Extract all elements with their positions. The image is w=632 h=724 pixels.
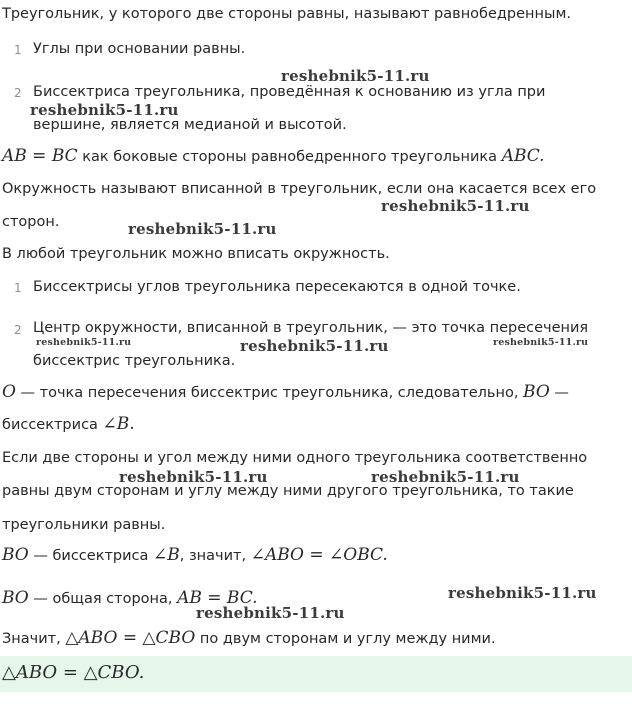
math-o: O (2, 382, 16, 402)
step-2-line1 (2, 382, 569, 402)
step-5-text1: Значит, (2, 631, 66, 647)
answer-box (0, 656, 632, 692)
step-1-text: как боковые стороны равнобедренного треугольника (77, 149, 502, 165)
property-base-angles: Углы при основании равны. (33, 41, 246, 57)
theorem-line1: Если две стороны и угол между ними одного треугольника соответственно (2, 450, 588, 466)
property-incenter-line1: Центр окружности, вписанной в треугольник, — это точка пересечения (33, 320, 589, 336)
watermark: reshebnik5-11.ru (281, 67, 430, 85)
watermark: reshebnik5-11.ru (371, 468, 520, 486)
watermark: reshebnik5-11.ru (36, 337, 132, 348)
answer-text: △ABO = △CBO. (2, 662, 145, 683)
definition-inscribed-line2: сторон. (2, 214, 60, 230)
watermark: reshebnik5-11.ru (119, 468, 268, 486)
step-2-text: — точка пересечения биссектрис треугольника, следовательно, (15, 385, 524, 401)
inscribed-statement: В любой треугольник можно вписать окружность. (2, 246, 390, 262)
list-number: 2 (14, 86, 22, 100)
step-3-text: — биссектриса (28, 548, 153, 564)
list-number: 1 (14, 281, 22, 295)
step-2-dash: — (549, 385, 569, 401)
watermark: reshebnik5-11.ru (128, 220, 277, 238)
watermark: reshebnik5-11.ru (493, 337, 589, 348)
theorem-line2: равны двум сторонам и углу между ними другого треугольника, то такие (2, 483, 574, 499)
step-2-line2-text: биссектриса (2, 417, 103, 433)
property-bisector-line1: Биссектриса треугольника, проведённая к основанию из угла при (33, 84, 546, 100)
math-bo: BO (2, 545, 29, 565)
math-angle-b: ∠B. (102, 414, 135, 434)
theorem-line3: треугольники равны. (2, 517, 166, 533)
step-2-line2 (2, 414, 135, 434)
watermark: reshebnik5-11.ru (381, 197, 530, 215)
step-1 (2, 146, 545, 166)
watermark: reshebnik5-11.ru (30, 101, 179, 119)
property-incenter-line2: биссектрис треугольника. (33, 353, 236, 369)
watermark: reshebnik5-11.ru (448, 584, 597, 602)
math-ab-eq-bc: AB = BC (2, 146, 78, 166)
step-3 (2, 545, 388, 565)
watermark: reshebnik5-11.ru (240, 337, 389, 355)
list-number: 2 (14, 323, 22, 337)
math-angle-b: ∠B (153, 545, 180, 565)
step-3-text2: , значит, (179, 548, 251, 564)
watermark: reshebnik5-11.ru (196, 604, 345, 622)
list-number: 1 (14, 43, 22, 57)
math-bo: BO (2, 588, 29, 608)
math-ab-eq-bc: AB = BC. (177, 588, 258, 608)
math-bo: BO (523, 382, 550, 402)
math-angle-equality: ∠ABO = ∠OBC. (250, 545, 388, 565)
step-5-text2: по двум сторонам и углу между ними. (195, 631, 496, 647)
math-abc: ABC. (501, 146, 545, 166)
property-bisector-line2: вершине, является медианой и высотой. (33, 117, 347, 133)
math-triangle-equality: △ABO = △CBO (65, 628, 196, 648)
property-bisectors-meet: Биссектрисы углов треугольника пересекаются в одной точке. (33, 279, 521, 295)
step-5 (2, 628, 496, 648)
definition-inscribed-line1: Окружность называют вписанной в треугольник, если она касается всех его (2, 181, 597, 197)
step-4-text: — общая сторона, (28, 591, 178, 607)
definition-isosceles: Треугольник, у которого две стороны равны, называют равнобедренным. (2, 6, 572, 22)
